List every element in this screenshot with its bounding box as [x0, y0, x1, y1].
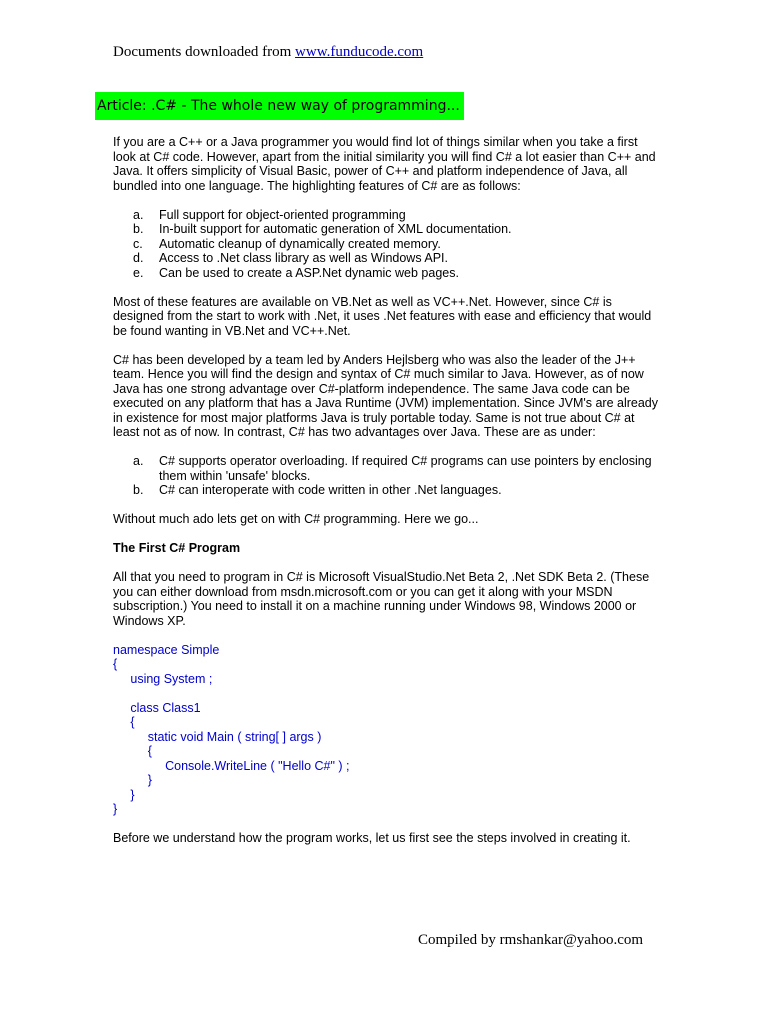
page-header	[113, 44, 423, 61]
document-body	[113, 135, 658, 860]
list-text: C# supports operator overloading. If required C# programs can use pointers by enclosing them within 'unsafe' blocks.	[159, 454, 652, 483]
list-item	[113, 208, 658, 223]
list-label: a.	[133, 454, 144, 468]
list-item	[113, 266, 658, 281]
requirements-paragraph: All that you need to program in C# is Microsoft VisualStudio.Net Beta 2, .Net SDK Beta 2. (These you can either download from msdn.microsoft.com or you can get it along with your MSDN subscription.) You need to install it on a machine running under Windows 98, Windows 2000 or Windows XP.	[113, 570, 650, 628]
list-item	[113, 483, 658, 498]
list-label: c.	[133, 236, 143, 251]
list-label: e.	[133, 265, 144, 280]
list-text: Full support for object-oriented programming	[159, 207, 406, 222]
list-text: Access to .Net class library as well as Windows API.	[159, 251, 448, 265]
article-title: Article: .C# - The whole new way of programming...	[95, 92, 464, 120]
list-item	[113, 251, 658, 266]
code-sample: namespace Simple { using System ; class Class1 { static void Main ( string[ ] args ) { Console.WriteLine ( "Hello C#" ) ; } } }	[113, 642, 350, 816]
vbnet-paragraph: Most of these features are available on VB.Net as well as VC++.Net. However, since C# is designed from the start to work with .Net, it uses .Net features with ease and efficiency that would be found wanting in VB.Net and VC++.Net.	[113, 294, 652, 338]
page-footer: Compiled by rmshankar@yahoo.com	[418, 932, 644, 948]
history-paragraph: C# has been developed by a team led by Anders Hejlsberg who was also the leader of the J++ team. Hence you will find the design and syntax of C# much similar to Java. However, as of now Java has one strong advantage over C#-platform independence. The same Java code can be executed on any platform that has a Java Runtime (JVM) implementation. Since JVM's are already in existence for most major platforms Java is truly portable today. Same is not true about C# at least not as of now. In contrast, C# has two advantages over Java. These are as under:	[113, 352, 659, 439]
header-prefix: Documents downloaded from	[113, 44, 296, 60]
list-label: b.	[133, 483, 144, 497]
section-heading: The First C# Program	[113, 541, 241, 555]
list-item	[113, 237, 658, 252]
list-label: d.	[133, 251, 144, 265]
transition-paragraph: Without much ado lets get on with C# programming. Here we go...	[113, 512, 479, 526]
list-item	[113, 454, 658, 483]
list-text: Automatic cleanup of dynamically created memory.	[159, 236, 441, 251]
intro-paragraph: If you are a C++ or a Java programmer you would find lot of things similar when you take a first look at C# code. However, apart from the initial similarity you will find C# a lot easier than C++ and Java. It offers simplicity of Visual Basic, power of C++ and platform independence of Java, all bundled into one language. The highlighting features of C# are as follows:	[113, 135, 656, 193]
list-item	[113, 222, 658, 237]
advantages-list	[113, 454, 658, 498]
list-label: a.	[133, 207, 144, 222]
list-text: Can be used to create a ASP.Net dynamic web pages.	[159, 265, 459, 280]
list-text: C# can interoperate with code written in other .Net languages.	[159, 483, 502, 497]
features-list	[113, 208, 658, 281]
funducode-link[interactable]: www.funducode.com	[295, 44, 424, 60]
closing-paragraph: Before we understand how the program works, let us first see the steps involved in creating it.	[113, 831, 631, 845]
list-label: b.	[133, 222, 144, 236]
list-text: In-built support for automatic generation of XML documentation.	[159, 222, 512, 236]
